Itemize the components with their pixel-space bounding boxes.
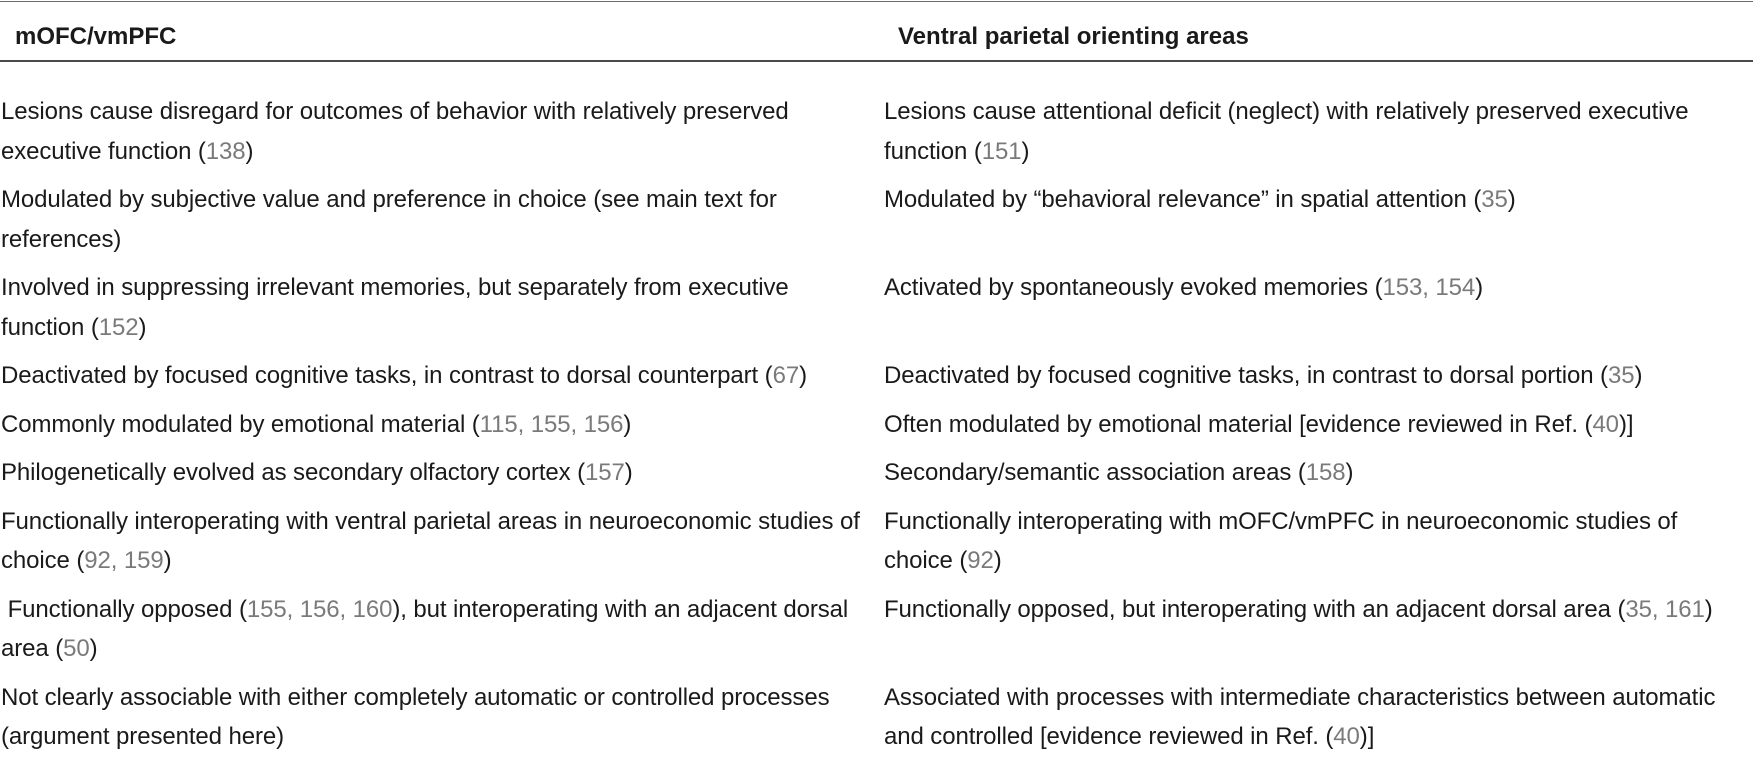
table-cell: Often modulated by emotional material [evidence reviewed in Ref. (40)] <box>884 410 1634 438</box>
table-cell: Activated by spontaneously evoked memories (153, 154) <box>884 274 1484 301</box>
table-cell: Functionally interoperating with mOFC/vmPFC in neuroeconomic studies of choice (92) <box>884 507 1678 574</box>
table-cell: Deactivated by focused cognitive tasks, in contrast to dorsal counterpart (67) <box>1 362 807 389</box>
citation-ref: 155, 156, 160 <box>246 595 393 623</box>
table-cell: Secondary/semantic association areas (158) <box>884 459 1354 486</box>
citation-ref: 158 <box>1305 459 1346 486</box>
table-cell: Associated with processes with intermediate characteristics between automatic and controlled [evidence reviewed in Ref. (40)] <box>884 683 1716 750</box>
table-cell: Functionally opposed (155, 156, 160), but interoperating with an adjacent dorsal area (50) <box>1 595 849 662</box>
table-cell: Involved in suppressing irrelevant memories, but separately from executive function (152) <box>1 274 789 341</box>
header-rule <box>0 60 1753 62</box>
table-cell: Lesions cause disregard for outcomes of behavior with relatively preserved executive function (138) <box>1 98 789 165</box>
citation-ref: 92 <box>967 547 994 574</box>
citation-ref: 152 <box>98 313 139 341</box>
column-mofc-vmpfc <box>1 92 861 766</box>
header-mofc-vmpfc: mOFC/vmPFC <box>15 23 177 50</box>
table-cell: Functionally opposed, but interoperating with an adjacent dorsal area (35, 161) <box>884 595 1713 623</box>
header-ventral-parietal: Ventral parietal orienting areas <box>898 23 1249 50</box>
citation-ref: 92, 159 <box>84 547 164 574</box>
table-cell: Functionally interoperating with ventral parietal areas in neuroeconomic studies of choice (92, 159) <box>1 507 860 574</box>
citation-ref: 151 <box>981 137 1022 165</box>
table-cell: Lesions cause attentional deficit (neglect) with relatively preserved executive function (151) <box>884 98 1689 165</box>
table-cell: Deactivated by focused cognitive tasks, in contrast to dorsal portion (35) <box>884 362 1643 389</box>
citation-ref: 67 <box>772 362 800 389</box>
citation-ref: 35 <box>1481 186 1508 213</box>
citation-ref: 35, 161 <box>1625 595 1705 623</box>
table-cell: Philogenetically evolved as secondary olfactory cortex (157) <box>1 459 633 486</box>
citation-ref: 115, 155, 156 <box>479 410 624 438</box>
table-cell: Not clearly associable with either completely automatic or controlled processes (argument presented here) <box>1 683 830 750</box>
table-cell: Modulated by “behavioral relevance” in spatial attention (35) <box>884 186 1516 213</box>
table-top-rule <box>0 1 1753 2</box>
citation-ref: 157 <box>585 459 625 486</box>
citation-ref: 50 <box>63 635 90 662</box>
citation-ref: 153, 154 <box>1382 274 1476 301</box>
citation-ref: 40 <box>1592 410 1619 438</box>
citation-ref: 40 <box>1333 723 1360 750</box>
column-ventral-parietal <box>884 92 1744 766</box>
citation-ref: 35 <box>1607 362 1635 389</box>
table-cell: Commonly modulated by emotional material (115, 155, 156) <box>1 410 632 438</box>
citation-ref: 138 <box>205 137 246 165</box>
table-cell: Modulated by subjective value and preference in choice (see main text for references) <box>1 186 777 253</box>
